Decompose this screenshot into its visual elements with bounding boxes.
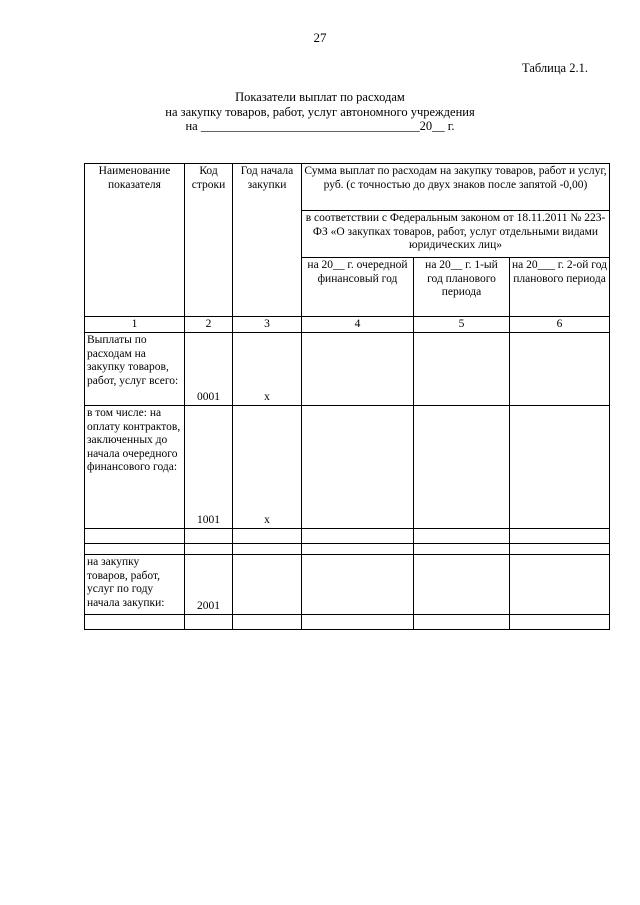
column-number: 5 [414,317,510,333]
column-number: 3 [233,317,302,333]
cell-empty [302,555,414,615]
row-year [233,555,302,615]
table-row [85,406,610,529]
row-code: 0001 [185,333,233,406]
cell-empty [414,333,510,406]
table-heading [0,90,640,134]
header-name: Наименование показателя [85,164,185,317]
cell-empty [302,333,414,406]
heading-line-1: Показатели выплат по расходам [235,90,405,104]
cell-empty [414,406,510,529]
header-year-1: на 20__ г. очередной финансовый год [302,258,414,317]
table-row-empty [85,615,610,630]
heading-line-3: на ___________________________________20__ г. [185,119,455,133]
header-law: в соответствии с Федеральным законом от 18.11.2011 № 223-ФЗ «О закупках товаров, работ, услуг отдельными видами юридических лиц» [302,211,610,258]
row-name: на закупку товаров, работ, услуг по году начала закупки: [85,555,185,615]
cell-empty [510,333,610,406]
table-row-empty [85,544,610,555]
column-number: 1 [85,317,185,333]
row-name: в том числе: на оплату контрактов, заключенных до начала очередного финансового года: [85,406,185,529]
header-year: Год начала закупки [233,164,302,317]
row-year: x [233,333,302,406]
table-row [85,333,610,406]
header-year-3: на 20___ г. 2-ой год планового периода [510,258,610,317]
row-code: 1001 [185,406,233,529]
page-number: 27 [313,30,327,45]
header-year-2: на 20__ г. 1-ый год планового периода [414,258,510,317]
column-numbers-row [85,317,610,333]
header-code: Код строки [185,164,233,317]
column-number: 4 [302,317,414,333]
cell-empty [302,406,414,529]
row-name: Выплаты по расходам на закупку товаров, работ, услуг всего: [85,333,185,406]
cell-empty [510,555,610,615]
table-row-empty [85,529,610,544]
cell-empty [414,555,510,615]
table-label: Таблица 2.1. [522,61,588,75]
header-sum: Сумма выплат по расходам на закупку товаров, работ и услуг, руб. (с точностью до двух знаков после запятой -0,00) [302,164,610,211]
row-year: x [233,406,302,529]
table-row [85,555,610,615]
row-code: 2001 [185,555,233,615]
cell-empty [510,406,610,529]
heading-line-2: на закупку товаров, работ, услуг автономного учреждения [165,104,475,119]
column-number: 6 [510,317,610,333]
payments-table [84,163,610,630]
column-number: 2 [185,317,233,333]
